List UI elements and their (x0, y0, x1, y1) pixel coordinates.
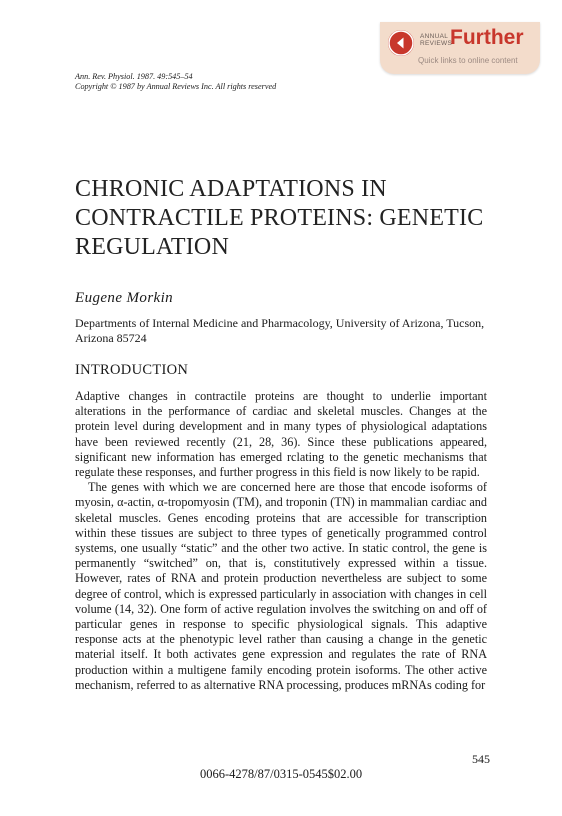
paragraph: The genes with which we are concerned here are those that encode isoforms of myosin, α-actin, α-tropomyosin (TM), and troponin (TN) in mammalian cardiac and skeletal muscles. Genes encoding proteins that are accessible for transcription within these tissues are subject to three types of genetically programmed control systems, one usually “static” and the other two active. In static control, the gene is permanently “switched” on, that is, constitutively expressed within a tissue. However, rates of RNA and protein production nevertheless are subject to some degree of control, which is expressed particularly in association with changes in cell volume (14, 32). One form of active regulation involves the switching on and off of particular genes in response to specific physiological signals. This adaptive response acts at the phenotypic level rather than causing a change in the genetic material itself. It both activates gene expression and regulates the rate of RNA production within a multigene family encoding protein isoforms. The other active mechanism, referred to as alternative RNA processing, produces mRNAs coding for (75, 480, 487, 692)
issn-code: 0066-4278/87/0315-0545$02.00 (200, 767, 363, 781)
banner-annual-label: ANNUAL (420, 33, 449, 40)
paragraph: Adaptive changes in contractile proteins are thought to underlie important alterations in the performance of cardiac and skeletal muscles. Changes at the protein level during development and in many types of physiological adaptations have been reviewed recently (21, 28, 36). Since these publications appeared, significant new information has emerged rclating to the genetic mechanisms that regulate these responses, and further progress in this field is now likely to be rapid. (75, 389, 487, 480)
banner-subtitle: Quick links to online content (418, 56, 518, 65)
section-heading: INTRODUCTION (75, 362, 189, 378)
article-title: CHRONIC ADAPTATIONS IN CONTRACTILE PROTEINS: GENETIC REGULATION (75, 176, 484, 260)
citation-journal: Ann. Rev. Physiol. 1987. 49:545–54 (75, 72, 193, 81)
annual-reviews-logo-icon (388, 30, 414, 56)
citation (75, 72, 276, 92)
banner-reviews-label: REVIEWS (420, 40, 453, 47)
further-banner[interactable] (380, 22, 540, 74)
author-name: Eugene Morkin (75, 290, 174, 306)
banner-brand-text (420, 33, 452, 47)
banner-further-label: Further (450, 26, 524, 49)
citation-copyright: Copyright © 1987 by Annual Reviews Inc. All rights reserved (75, 82, 277, 91)
article-body (75, 389, 487, 693)
page-number: 545 (472, 752, 490, 766)
author-affiliation: Departments of Internal Medicine and Pharmacology, University of Arizona, Tucson, Arizona 85724 (75, 316, 485, 345)
